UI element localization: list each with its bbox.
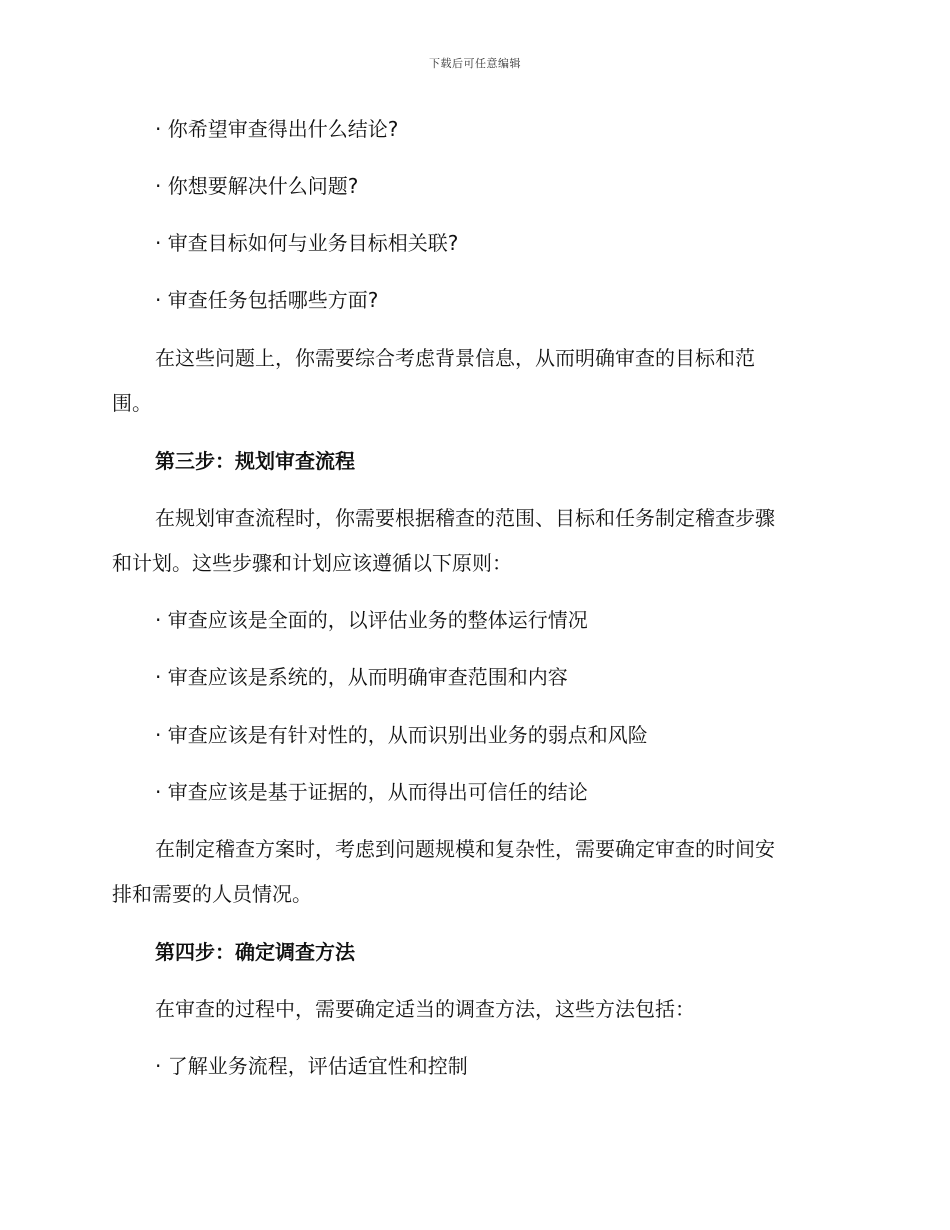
paragraph-line: 围。: [112, 391, 152, 415]
page-header: 下载后可任意编辑: [429, 57, 521, 70]
paragraph-line: 在审查的过程中，需要确定适当的调查方法，这些方法包括：: [155, 997, 695, 1021]
question-item: · 审查目标如何与业务目标相关联?: [155, 231, 459, 255]
question-item: · 你希望审查得出什么结论?: [155, 117, 399, 141]
method-item: · 了解业务流程，评估适宜性和控制: [155, 1054, 468, 1078]
paragraph-line: 排和需要的人员情况。: [112, 882, 312, 906]
section-heading-step3: 第三步：规划审查流程: [155, 449, 355, 473]
paragraph-line: 和计划。这些步骤和计划应该遵循以下原则：: [112, 551, 512, 575]
question-item: · 你想要解决什么问题?: [155, 174, 359, 198]
principle-item: · 审查应该是全面的，以评估业务的整体运行情况: [155, 608, 588, 632]
section-heading-step4: 第四步：确定调查方法: [155, 940, 355, 964]
principle-item: · 审查应该是基于证据的，从而得出可信任的结论: [155, 780, 588, 804]
question-item: · 审查任务包括哪些方面?: [155, 288, 379, 312]
paragraph-line: 在规划审查流程时，你需要根据稽查的范围、目标和任务制定稽查步骤: [155, 506, 775, 530]
principle-item: · 审查应该是系统的，从而明确审查范围和内容: [155, 665, 568, 689]
paragraph-line: 在制定稽查方案时，考虑到问题规模和复杂性，需要确定审查的时间安: [155, 837, 775, 861]
paragraph-line: 在这些问题上，你需要综合考虑背景信息，从而明确审查的目标和范: [155, 346, 755, 370]
principle-item: · 审查应该是有针对性的，从而识别出业务的弱点和风险: [155, 723, 648, 747]
